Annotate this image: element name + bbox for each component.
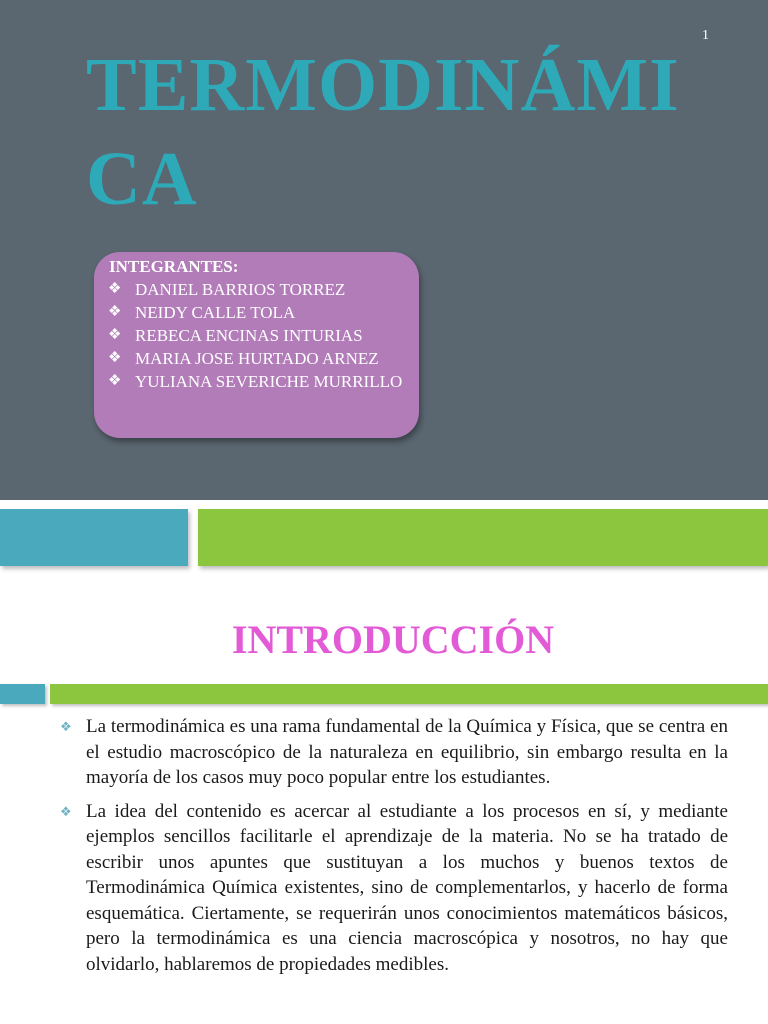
member-name: REBECA ENCINAS INTURIAS xyxy=(135,326,363,345)
slide-separator xyxy=(0,500,768,508)
member-item xyxy=(108,278,402,301)
diamond-bullet-icon: ❖ xyxy=(60,719,72,734)
presentation-title xyxy=(86,38,686,226)
members-heading: INTEGRANTES: xyxy=(109,257,239,276)
paragraph-item xyxy=(60,714,728,791)
paragraph-item xyxy=(60,799,728,978)
title-line-2: CA xyxy=(86,137,198,221)
member-item xyxy=(108,347,402,370)
green-divider-bar xyxy=(50,684,768,704)
diamond-bullet-icon: ❖ xyxy=(60,803,72,819)
members-box xyxy=(94,252,419,438)
teal-divider-bar xyxy=(0,684,45,704)
member-item xyxy=(108,301,402,324)
diamond-bullet-icon: ❖ xyxy=(108,327,122,343)
member-name: DANIEL BARRIOS TORREZ xyxy=(135,280,346,299)
paragraph-text: La termodinámica es una rama fundamental de la Química y Física, que se centra en el estudio macroscópico de la naturaleza en equilibrio, sin embargo resulta en la mayoría de los casos muy poco popular entre los estudiantes. xyxy=(86,716,728,788)
diamond-bullet-icon: ❖ xyxy=(108,304,122,320)
member-name: MARIA JOSE HURTADO ARNEZ xyxy=(135,349,379,368)
title-slide xyxy=(0,0,768,500)
diamond-bullet-icon: ❖ xyxy=(108,281,122,297)
member-name: NEIDY CALLE TOLA xyxy=(135,303,296,322)
teal-accent-bar xyxy=(0,509,188,566)
intro-paragraphs xyxy=(60,714,728,985)
diamond-bullet-icon: ❖ xyxy=(108,350,122,366)
diamond-bullet-icon: ❖ xyxy=(108,373,122,389)
green-accent-bar xyxy=(198,509,768,566)
title-line-1: TERMODINÁMI xyxy=(86,43,680,127)
member-item xyxy=(108,324,402,347)
member-name: YULIANA SEVERICHE MURRILLO xyxy=(135,372,403,391)
page-number: 1 xyxy=(702,28,709,43)
member-item xyxy=(108,370,402,393)
paragraph-text: La idea del contenido es acercar al estudiante a los procesos en sí, y mediante ejemplos sencillos facilitarle el aprendizaje de la materia. No se ha tratado de escribir unos apuntes que sustituyan a los muchos y buenos textos de Termodinámica Química existentes, sino de complementarlos, y hacerlo de forma esquemática. Ciertamente, se requerirán unos conocimientos matemáticos básicos, pero la termodinámica es una ciencia macroscópica y nosotros, no hay que olvidarlo, hablaremos de propiedades medibles. xyxy=(86,800,728,975)
section-title: INTRODUCCIÓN xyxy=(231,617,555,662)
members-list xyxy=(108,278,402,393)
